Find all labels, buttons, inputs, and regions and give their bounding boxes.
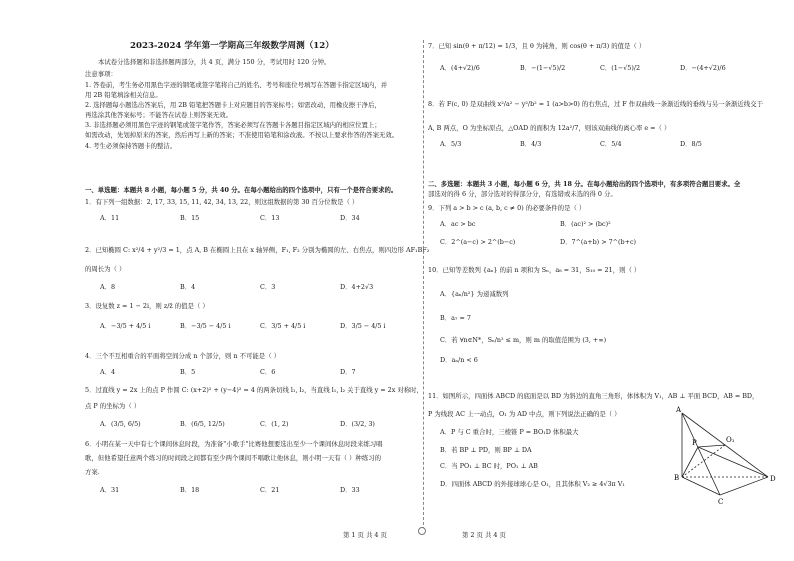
q5-option-b: B．(6/5, 12/5) xyxy=(180,420,225,428)
page-number-right: 第 2 页 共 4 页 xyxy=(462,531,506,539)
q9-option-a: A．ac > bc xyxy=(440,220,476,228)
q9-option-c: C．2^(a−c) > 2^(b−c) xyxy=(440,238,516,246)
label-d: D xyxy=(770,475,776,483)
question-4: 4．三个不互相重合的平面将空间分成 n 个部分，则 n 不可能是（ ） xyxy=(85,352,281,360)
question-8-cont: A, B 两点，O 为坐标原点，△OAD 的面积为 12a²/7，则该双曲线的离心率 e =（ ） xyxy=(428,124,671,132)
label-p: P xyxy=(692,439,697,447)
q6-option-b: B．18 xyxy=(180,486,200,494)
label-a: A xyxy=(676,406,682,414)
q1-option-b: B．15 xyxy=(180,214,200,222)
q10-option-d: D．aₙ/n < 6 xyxy=(440,356,478,364)
question-6-cont2: 方案. xyxy=(85,468,100,476)
question-6: 6．小明在某一天中有七个课间休息时段，为准备"小歌手"比赛他想要选出至少一个课间休息时段来练习唱 xyxy=(85,440,383,448)
note-line: 如需改动，先划掉原来的答案，然后再写上新的答案；不准使用铅笔和涂改液。不按以上要求作答的答案无效。 xyxy=(85,131,399,139)
q3-option-b: B．−3/5 − 4/5 i xyxy=(180,322,231,330)
q11-option-d: D．四面体 ABCD 的外接球球心是 O₁，且其体积 V₂ ≥ 4√3π V₁ xyxy=(440,480,625,488)
q11-option-b: B．若 BP ⊥ PD，则 BP ⊥ DA xyxy=(440,446,532,454)
q4-option-b: B．5 xyxy=(180,368,196,376)
segment-bo1 xyxy=(682,445,725,477)
q7-option-a: A．(4+√2)/6 xyxy=(440,64,480,72)
question-1: 1．有下列一组数据：2, 17, 33, 15, 11, 42, 34, 13, 22，则这组数据的第 30 百分位数是（ ） xyxy=(85,198,359,206)
q1-option-d: D．34 xyxy=(340,214,360,222)
q1-option-c: C．13 xyxy=(260,214,280,222)
edge-cd xyxy=(720,477,768,495)
q2-option-d: D．4+2√3 xyxy=(340,283,374,291)
tetrahedron-figure xyxy=(672,405,784,505)
question-5: 5．过直线 y = 2x 上的点 P 作圆 C: (x+2)² + (y−4)² = 4 的两条切线 l₁, l₂，当直线 l₁, l₂ 关于直线 y = 2x 对称时， xyxy=(85,386,423,394)
q6-option-d: D．33 xyxy=(340,486,360,494)
q6-option-c: C．21 xyxy=(260,486,280,494)
q3-option-d: D．3/5 − 4/5 i xyxy=(340,322,386,330)
exam-subtitle: 本试卷分选择题和非选择题两部分，共 4 页，满分 150 分，考试用时 120 分钟。 xyxy=(98,58,331,66)
note-line: 用 2B 铅笔填涂相关信息。 xyxy=(85,91,162,99)
q5-option-d: D．(3/2, 3) xyxy=(340,420,375,428)
q4-option-d: D．7 xyxy=(340,368,356,376)
q3-option-a: A．−3/5 + 4/5 i xyxy=(100,322,151,330)
section-1-heading: 一、单选题：本题共 8 小题，每小题 5 分，共 40 分。在每小题给出的四个选项中，只有一个是符合要求的。 xyxy=(85,186,398,194)
q5-option-a: A．(3/5, 6/5) xyxy=(100,420,141,428)
q7-option-b: B．−(1−√5)/2 xyxy=(520,64,566,72)
question-2-cont: 的周长为（ ） xyxy=(85,265,126,273)
section-2-heading: 二、多选题：本题共 3 小题，每小题 6 分，共 18 分。在每小题给出的四个选项中，有多项符合题目要求。全 xyxy=(428,180,741,188)
question-5-cont: 点 P 的坐标为（ ） xyxy=(85,402,141,410)
note-line: 4. 考生必须保持答题卡的整洁。 xyxy=(85,142,177,150)
page-divider xyxy=(423,40,424,530)
question-6-cont: 歌，但他希望任意两个练习的时间段之间都有至少两个课间不唱歌让他休息，则小明一天有（ ）种练习的 xyxy=(85,454,381,462)
q4-option-c: C．6 xyxy=(260,368,276,376)
question-11-cont: P 为线段 AC 上一动点，O₁ 为 AD 中点，则下列说法正确的是（ ） xyxy=(428,410,621,418)
note-line: 2. 选择题每小题选出答案后，用 2B 铅笔把答题卡上对应题目的答案标号；如需改动，用橡皮擦干净后， xyxy=(85,101,381,109)
q7-option-d: D．−(4+√2)/6 xyxy=(680,64,726,72)
label-o1: O₁ xyxy=(726,436,735,444)
q11-option-a: A．P 与 C 重合时，三棱锥 P = BO₁D 体积最大 xyxy=(440,428,579,436)
note-line: 3. 非选择题必须用黑色字迹的钢笔或签字笔作答，答案必须写在答题卡各题目指定区域内的相应位置上； xyxy=(85,121,381,129)
q9-option-b: B．(ac)² > (bc)² xyxy=(560,220,611,228)
question-7: 7．已知 sin(θ + π/12) = 1/3，且 θ 为钝角，则 cos(θ + π/3) 的值是（ ） xyxy=(428,42,646,50)
q6-option-a: A．31 xyxy=(100,486,120,494)
question-3: 3．设复数 z = 1 − 2i，则 z/z̄ 的值是（ ） xyxy=(85,302,209,310)
q11-option-c: C．当 PO₁ ⊥ BC 时，PO₁ ⊥ AB xyxy=(440,462,538,470)
notes-heading: 注意事项： xyxy=(85,70,117,78)
segment-bp xyxy=(682,447,698,477)
page-number-left: 第 1 页 共 4 页 xyxy=(343,531,387,539)
q2-option-b: B．4 xyxy=(180,283,196,291)
question-8: 8．若 F(c, 0) 是双曲线 x²/a² − y²/b² = 1 (a>b>0) 的右焦点，过 F 作双曲线一条渐近线的垂线与另一条渐近线交于 xyxy=(428,100,763,108)
edge-bc xyxy=(682,477,720,495)
q2-option-c: C．3 xyxy=(260,283,276,291)
q10-option-b: B．a₇ = 7 xyxy=(440,314,471,322)
q4-option-a: A．4 xyxy=(100,368,116,376)
segment-pd xyxy=(698,447,768,477)
question-10: 10．已知等差数列 {aₙ} 的前 n 项和为 Sₙ，a₈ = 31，S₁₀ = 21，则（ ） xyxy=(428,266,641,274)
question-9: 9．下列 a > b > c (a, b, c ≠ 0) 的必要条件的是（ ） xyxy=(428,204,586,212)
question-2: 2．已知椭圆 C: x²/4 + y²/3 = 1，点 A, B 在椭圆上且在 x 轴异侧，F₁, F₂ 分别为椭圆的左、右焦点，则四边形 AF₁BF₂ xyxy=(85,246,430,254)
q5-option-c: C．(1, 2) xyxy=(260,420,289,428)
question-11: 11．如图所示，四面体 ABCD 的底面是以 BD 为斜边的直角三角形，体体积为 V₁，AB ⊥ 平面 BCD，AB = BD， xyxy=(428,392,759,400)
q1-option-a: A．11 xyxy=(100,214,120,222)
note-line: 再选涂其他答案标号；不能答在试卷上则答案无效。 xyxy=(85,111,232,119)
section-2-heading-cont: 部选对的得 6 分，部分选对的得部分分，有选错或未选的得 0 分。 xyxy=(428,190,617,198)
label-b: B xyxy=(674,474,680,482)
exam-title: 2023-2024 学年第一学期高三年级数学周测（12） xyxy=(130,41,334,51)
q8-option-a: A．5/3 xyxy=(440,140,462,148)
note-line: 1. 答卷前，考生务必用黑色字迹的钢笔或签字笔将自己的姓名、考号和座位号填写在答题卡指定区域内，并 xyxy=(85,81,388,89)
binding-hole xyxy=(418,527,426,535)
q10-option-a: A．{aₙ/n²} 为递减数列 xyxy=(440,290,509,298)
q7-option-c: C．(1−√5)/2 xyxy=(600,64,641,72)
q3-option-c: C．3/5 + 4/5 i xyxy=(260,322,306,330)
q8-option-d: D．8/5 xyxy=(680,140,702,148)
q8-option-b: B．4/3 xyxy=(520,140,542,148)
label-c: C xyxy=(718,498,724,505)
q9-option-d: D．7^(a+b) > 7^(b+c) xyxy=(560,238,637,246)
q8-option-c: C．5/4 xyxy=(600,140,622,148)
q10-option-c: C．若 ∀n∈N*，Sₙ/n² ≤ m，则 m 的取值范围为 (3, +∞) xyxy=(440,336,607,344)
segment-po1 xyxy=(698,445,725,447)
q2-option-a: A．8 xyxy=(100,283,116,291)
